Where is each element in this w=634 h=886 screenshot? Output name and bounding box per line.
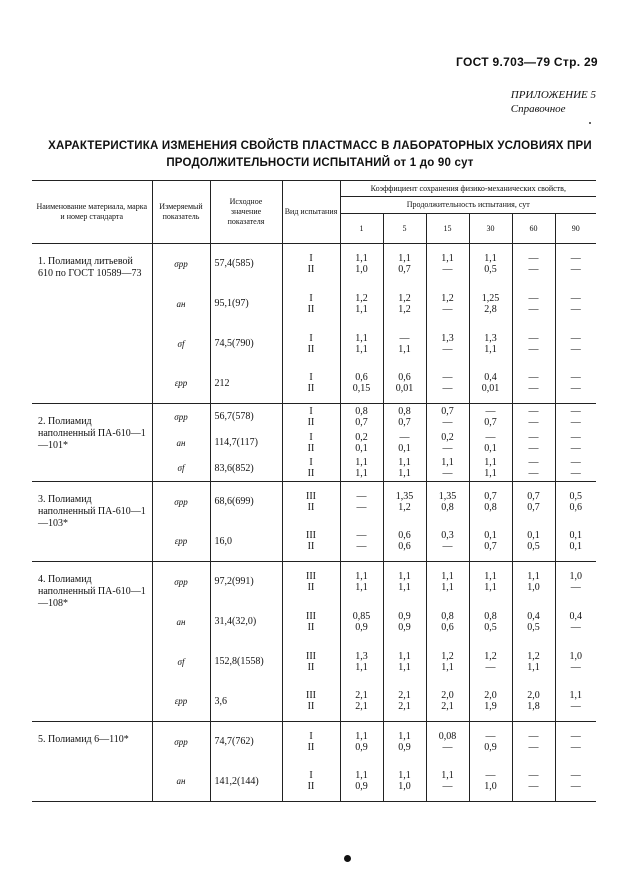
indicator-symbol: aн (152, 284, 210, 324)
appendix-number: ПРИЛОЖЕНИЕ 5 (510, 89, 596, 101)
coefficient-value: — 1,1 (383, 324, 426, 364)
coefficient-value: 1,1 1,1 (426, 562, 469, 602)
coefficient-value: — 1,0 (469, 762, 512, 802)
initial-value: 97,2(991) (210, 562, 282, 602)
indicator-symbol: σрр (152, 482, 210, 522)
coefficient-value: 1,1 — (426, 762, 469, 802)
coefficient-value: — — (570, 431, 581, 454)
title-line-1: ХАРАКТЕРИСТИКА ИЗМЕНЕНИЯ СВОЙСТВ ПЛАСТМАСС В ЛАБОРАТОРНЫХ УСЛОВИЯХ ПРИ (48, 140, 592, 152)
test-type: III II (282, 562, 340, 602)
header-day: 5 (383, 214, 426, 244)
initial-value: 31,4(32,0) (210, 602, 282, 642)
test-type: I II (282, 722, 340, 762)
coefficient-value: 0,4 — (569, 610, 583, 633)
document-title (40, 138, 600, 172)
test-type: I II (282, 404, 340, 430)
coefficient-value: 1,2 1,1 (340, 284, 383, 324)
page-dot (344, 855, 351, 862)
header-indicator: Измеряемый показатель (152, 181, 210, 244)
coefficient-value: 0,5 0,6 (569, 490, 583, 513)
coefficient-value: 1,1 1,0 (340, 244, 383, 284)
indicator-symbol: σрр (152, 562, 210, 602)
initial-value: 3,6 (210, 682, 282, 722)
coefficient-value: — — (555, 364, 596, 404)
coefficient-value: 1,1 0,9 (383, 722, 426, 762)
test-type: I II (282, 364, 340, 404)
coefficient-value: 1,35 1,2 (383, 482, 426, 522)
test-type: I II (282, 430, 340, 456)
coefficient-value: — — (340, 522, 383, 562)
coefficient-value: — — (512, 456, 555, 482)
coefficient-value: 1,1 1,1 (340, 562, 383, 602)
coefficient-value: 1,1 — (555, 682, 596, 722)
table-row (32, 722, 596, 762)
coefficient-value: 0,7 0,8 (469, 482, 512, 522)
coefficient-value: 1,2 1,2 (383, 284, 426, 324)
coefficient-value: 1,1 1,1 (340, 324, 383, 364)
coefficient-value: — — (555, 456, 596, 482)
coefficient-value: 1,1 — (426, 244, 469, 284)
test-type: I II (282, 244, 340, 284)
initial-value: 141,2(144) (210, 762, 282, 802)
coefficient-value: 1,1 1,1 (383, 642, 426, 682)
coefficient-value: — — (570, 730, 581, 753)
coefficient-value: 1,2 1,1 (512, 642, 555, 682)
coefficient-value: 1,0 — (569, 570, 583, 593)
coefficient-value: — — (555, 762, 596, 802)
coefficient-value: 1,1 0,9 (340, 762, 383, 802)
coefficient-value: 1,0 — (569, 650, 583, 673)
coefficient-value: — — (512, 762, 555, 802)
coefficient-value: — 0,7 (469, 404, 512, 430)
coefficient-value: 0,2 0,1 (340, 430, 383, 456)
indicator-symbol: σрр (152, 722, 210, 762)
material-name: 3. Полиамид наполненный ПА-610—1—103* (32, 482, 152, 562)
coefficient-value: — — (570, 292, 581, 315)
test-type: III II (282, 602, 340, 642)
header-day: 1 (340, 214, 383, 244)
indicator-symbol: σрр (152, 404, 210, 430)
coefficient-value: — — (512, 324, 555, 364)
test-type: I II (282, 762, 340, 802)
coefficient-value: — 0,1 (383, 430, 426, 456)
coefficient-value: 0,8 0,7 (383, 404, 426, 430)
test-type: I II (282, 324, 340, 364)
indicator-symbol: σf (152, 456, 210, 482)
coefficient-value: 2,0 2,1 (426, 682, 469, 722)
coefficient-value: 0,1 0,7 (469, 522, 512, 562)
header-day: 90 (555, 214, 596, 244)
coefficient-value: — — (570, 405, 581, 428)
coefficient-value: — — (512, 722, 555, 762)
initial-value: 56,7(578) (210, 404, 282, 430)
coefficient-value: 1,1 — (426, 456, 469, 482)
header-duration: Продолжительность испытания, сут (340, 197, 596, 214)
coefficient-value: 0,9 0,9 (383, 602, 426, 642)
initial-value: 114,7(117) (210, 430, 282, 456)
page-header: ГОСТ 9.703—79 Стр. 29 (456, 55, 598, 69)
coefficient-value: — — (426, 364, 469, 404)
coefficient-value: 0,4 0,5 (512, 602, 555, 642)
coefficient-value: 1,3 1,1 (340, 642, 383, 682)
speck-mark (589, 122, 591, 124)
coefficient-value: 2,1 2,1 (383, 682, 426, 722)
table-row (32, 404, 596, 430)
appendix-label (511, 88, 596, 116)
title-line-2: ПРОДОЛЖИТЕЛЬНОСТИ ИСПЫТАНИЙ от 1 до 90 сут (166, 157, 474, 169)
material-name: 4. Полиамид наполненный ПА-610—1—108* (32, 562, 152, 722)
coefficient-value: 0,08 — (426, 722, 469, 762)
initial-value: 152,8(1558) (210, 642, 282, 682)
coefficient-value: 1,1 0,9 (340, 722, 383, 762)
coefficient-value: 1,35 0,8 (426, 482, 469, 522)
coefficient-value: 1,1 1,1 (383, 456, 426, 482)
coefficient-value: 0,6 0,6 (383, 522, 426, 562)
header-day: 15 (426, 214, 469, 244)
coefficient-value: 1,2 1,1 (426, 642, 469, 682)
coefficient-value: — 0,1 (469, 430, 512, 456)
coefficient-value: 2,1 2,1 (340, 682, 383, 722)
coefficient-value: 0,8 0,6 (426, 602, 469, 642)
header-day: 30 (469, 214, 512, 244)
coefficient-value: 0,7 — (426, 404, 469, 430)
properties-table (32, 180, 596, 802)
coefficient-value: 1,1 1,1 (340, 456, 383, 482)
indicator-symbol: σf (152, 324, 210, 364)
coefficient-value: — — (512, 404, 555, 430)
coefficient-value: 0,8 0,7 (340, 404, 383, 430)
coefficient-value: 0,2 — (426, 430, 469, 456)
coefficient-value: — — (512, 364, 555, 404)
initial-value: 83,6(852) (210, 456, 282, 482)
indicator-symbol: aн (152, 762, 210, 802)
appendix-type: Справочное (510, 103, 566, 115)
coefficient-value: 2,0 1,8 (512, 682, 555, 722)
coefficient-value: 1,1 0,5 (469, 244, 512, 284)
test-type: III II (282, 482, 340, 522)
table-row (32, 562, 596, 602)
coefficient-value: 1,1 1,1 (469, 562, 512, 602)
coefficient-value: 0,7 0,7 (512, 482, 555, 522)
coefficient-value: 0,6 0,15 (340, 364, 383, 404)
coefficient-value: — 0,9 (469, 722, 512, 762)
coefficient-value: 1,1 1,0 (512, 562, 555, 602)
table-row (32, 482, 596, 522)
coefficient-value: — — (512, 284, 555, 324)
coefficient-value: 0,6 0,01 (383, 364, 426, 404)
initial-value: 57,4(585) (210, 244, 282, 284)
coefficient-value: — — (512, 430, 555, 456)
indicator-symbol: εрр (152, 682, 210, 722)
material-name: 5. Полиамид 6—110* (32, 722, 152, 802)
indicator-symbol: εрр (152, 364, 210, 404)
initial-value: 74,5(790) (210, 324, 282, 364)
coefficient-value: 1,2 — (426, 284, 469, 324)
material-name: 1. Полиамид литьевой 610 по ГОСТ 10589—73 (32, 244, 152, 404)
coefficient-value: 2,0 1,9 (469, 682, 512, 722)
coefficient-value: — — (340, 482, 383, 522)
coefficient-value: 1,2 — (469, 642, 512, 682)
coefficient-value: 0,1 0,5 (512, 522, 555, 562)
test-type: III II (282, 642, 340, 682)
initial-value: 68,6(699) (210, 482, 282, 522)
coefficient-value: 0,1 0,1 (555, 522, 596, 562)
initial-value: 74,7(762) (210, 722, 282, 762)
table-row (32, 244, 596, 284)
indicator-symbol: σрр (152, 244, 210, 284)
header-coefficient: Коэффициент сохранения физико-механических свойств, (340, 181, 596, 197)
test-type: I II (282, 456, 340, 482)
coefficient-value: 1,1 0,7 (383, 244, 426, 284)
coefficient-value: — — (570, 252, 581, 275)
coefficient-value: — — (570, 332, 581, 355)
header-day: 60 (512, 214, 555, 244)
coefficient-value: 1,1 1,1 (383, 562, 426, 602)
coefficient-value: 0,3 — (426, 522, 469, 562)
coefficient-value: 1,3 1,1 (469, 324, 512, 364)
initial-value: 16,0 (210, 522, 282, 562)
header-test-type: Вид испытания (282, 181, 340, 244)
initial-value: 95,1(97) (210, 284, 282, 324)
material-name: 2. Полиамид наполненный ПА-610—1—101* (32, 404, 152, 482)
test-type: I II (282, 284, 340, 324)
coefficient-value: 0,4 0,01 (469, 364, 512, 404)
indicator-symbol: aн (152, 430, 210, 456)
coefficient-value: — — (512, 244, 555, 284)
coefficient-value: 0,8 0,5 (469, 602, 512, 642)
initial-value: 212 (210, 364, 282, 404)
coefficient-value: 1,25 2,8 (469, 284, 512, 324)
coefficient-value: 1,1 1,1 (469, 456, 512, 482)
header-initial: Исходное значение показателя (210, 181, 282, 244)
test-type: III II (282, 682, 340, 722)
coefficient-value: 1,1 1,0 (383, 762, 426, 802)
indicator-symbol: εрр (152, 522, 210, 562)
test-type: III II (282, 522, 340, 562)
header-material: Наименование материала, марка и номер стандарта (32, 181, 152, 244)
coefficient-value: 0,85 0,9 (340, 602, 383, 642)
coefficient-value: 1,3 — (426, 324, 469, 364)
indicator-symbol: σf (152, 642, 210, 682)
indicator-symbol: aн (152, 602, 210, 642)
